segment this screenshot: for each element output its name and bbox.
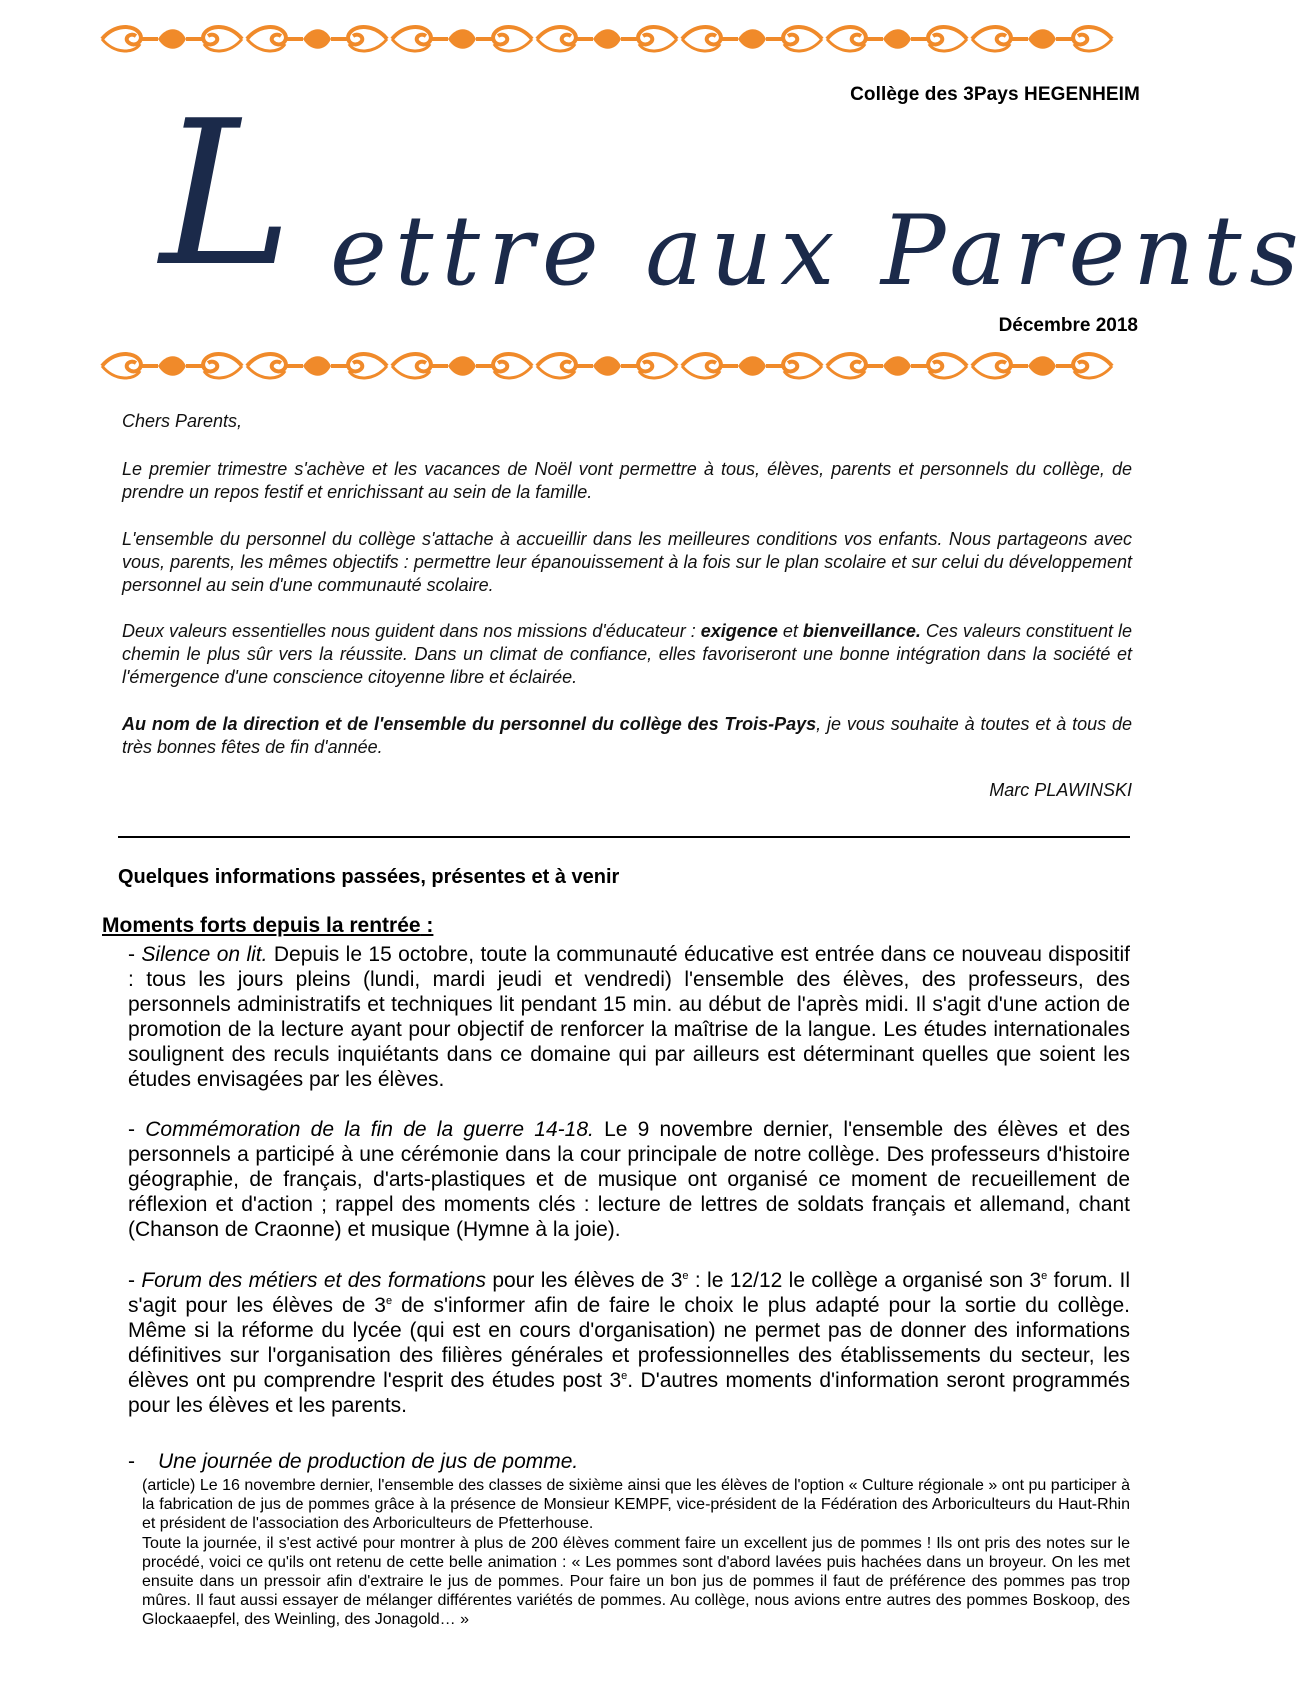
- issue-date: Décembre 2018: [998, 315, 1138, 336]
- news-title: Une journée de production de jus de pomme.: [158, 1450, 579, 1473]
- news-body: : le 12/12 le collège a organisé son 3: [688, 1269, 1042, 1292]
- letter-paragraph-2: [122, 528, 1132, 597]
- news-text: [128, 1117, 1130, 1242]
- bullet-dash: -: [128, 943, 142, 966]
- paragraph-text: L'ensemble du personnel du collège s'attache à accueillir dans les meilleures conditions vos enfants. Nous partageons avec vous, parents, les mêmes objectifs : permettre leur épanouissement à la fois sur le plan scolaire et sur celui du développement personnel au sein d'une communauté scolaire.: [122, 529, 1132, 595]
- news-item-jus-de-pomme: [128, 1450, 578, 1474]
- news-title: Forum des métiers et des formations: [141, 1269, 486, 1292]
- paragraph-text: [122, 620, 1132, 689]
- superscript: e: [385, 1295, 393, 1307]
- superscript: e: [621, 1370, 628, 1382]
- article-paragraph-2: Toute la journée, il s'est activé pour montrer à plus de 200 élèves comment faire un excellent jus de pommes ! Ils ont pris des notes sur le procédé, voici ce qu'ils ont retenu de cette belle animation : « Les pommes sont d'abord lavées puis hachées dans un broyeur. On les met ensuite dans un pressoir afin d'extraire le jus de pommes. Pour faire un bon jus de pommes il faut de préférence des pommes pas trop mûres. Il faut aussi essayer de mélanger différentes variétés de pommes. Au collège, nous avions entre autres des pommes Boskoop, des Glockaaepfel, des Weinling, des Jonagold… »: [142, 1534, 1130, 1629]
- bullet-dash: -: [128, 1450, 135, 1473]
- ornament-band-middle: [100, 345, 1160, 387]
- moments-heading-colon: :: [420, 914, 434, 937]
- moments-heading: [102, 914, 433, 938]
- news-text: [128, 942, 1130, 1092]
- news-title: Silence on lit.: [141, 943, 268, 966]
- news-title: Commémoration de la fin de la guerre 14-18.: [145, 1118, 594, 1141]
- news-body: de s'informer afin de faire le choix le plus adapté pour la sortie du collège. Même si la réforme du lycée (qui est en cours d'organisation) ne permet pas de donner des informations définitives sur l'organisation des filières générales et professionnelles des établissements du secteur, les élèves ont pu comprendre l'esprit des études post 3: [128, 1294, 1130, 1392]
- keyword-exigence: exigence: [700, 621, 778, 641]
- news-text: [128, 1268, 1130, 1418]
- text-run: Deux valeurs essentielles nous guident dans nos missions d'éducateur :: [122, 621, 701, 641]
- letter-paragraph-1: [122, 458, 1132, 504]
- divider: [118, 836, 1130, 838]
- paragraph-text: Le premier trimestre s'achève et les vacances de Noël vont permettre à tous, élèves, parents et personnels du collège, de prendre un repos festif et enrichissant au sein de la famille.: [122, 459, 1132, 502]
- paragraph-text: [122, 713, 1132, 759]
- news-item-commemoration: [128, 1117, 1130, 1242]
- middle-ornament: [100, 345, 1160, 387]
- superscript: e: [682, 1270, 689, 1282]
- bullet-dash: -: [128, 1269, 142, 1292]
- bold-run: Au nom de la direction et de l'ensemble du personnel du collège des Trois-Pays: [122, 714, 817, 734]
- school-name: Collège des 3Pays HEGENHEIM: [850, 84, 1140, 105]
- letter-paragraph-4: [122, 713, 1132, 759]
- text-run: et: [777, 621, 803, 641]
- superscript: e: [1041, 1270, 1048, 1282]
- signature: Marc PLAWINSKI: [989, 780, 1132, 800]
- news-body: forum. Il s'agit pour les élèves de 3: [128, 1269, 1130, 1317]
- greeting-text: Chers Parents,: [122, 411, 243, 431]
- letter-paragraph-3: [122, 620, 1132, 689]
- news-body: . D'autres moments d'information seront programmés pour les élèves et les parents.: [128, 1369, 1130, 1417]
- title-rest: ettre aux Parents: [330, 195, 1307, 307]
- keyword-bienveillance: bienveillance.: [802, 621, 921, 641]
- title-initial: L: [160, 78, 293, 311]
- greeting: [122, 410, 1132, 433]
- top-ornament: [100, 18, 1160, 60]
- news-body: pour les élèves de 3: [485, 1269, 683, 1292]
- news-item-forum: [128, 1268, 1130, 1418]
- article-paragraph-1: (article) Le 16 novembre dernier, l'ensemble des classes de sixième ainsi que les élèves de l'option « Culture régionale » ont pu participer à la fabrication de jus de pommes grâce à la présence de Monsieur KEMPF, vice-président de la Fédération des Arboriculteurs du Haut-Rhin et président de l'association des Arboriculteurs de Pfetterhouse.: [142, 1477, 1130, 1533]
- article-jus-de-pomme: [142, 1476, 1130, 1630]
- section-title: Quelques informations passées, présentes et à venir: [118, 866, 620, 888]
- text-run: , je vous souhaite à toutes et à tous de très bonnes fêtes de fin d'année.: [122, 714, 1132, 757]
- text-run: Ces valeurs constituent le chemin le plus sûr vers la réussite. Dans un climat de confiance, elles favoriseront une bonne intégration dans la société et l'émergence d'une conscience citoyenne libre et éclairée.: [122, 621, 1133, 687]
- news-body: Le 9 novembre dernier, l'ensemble des élèves et des personnels a participé à une cérémonie dans la cour principale de notre collège. Des professeurs d'histoire géographie, de français, d'arts-plastiques et de musique ont organisé ce moment de recueillement de réflexion et d'action ; rappel des moments clés : lecture de lettres de soldats français et allemand, chant (Chanson de Craonne) et musique (Hymne à la joie).: [128, 1118, 1130, 1241]
- news-item-silence: [128, 942, 1130, 1092]
- ornament-band-top: [100, 18, 1160, 60]
- moments-heading-text: Moments forts depuis la rentrée: [102, 914, 421, 937]
- news-body: Depuis le 15 octobre, toute la communauté éducative est entrée dans ce nouveau dispositif : tous les jours pleins (lundi, mardi jeudi et vendredi) l'ensemble des élèves, des professeurs, des personnels administratifs et techniques lit pendant 15 min. au début de l'après midi. Il s'agit d'une action de promotion de la lecture ayant pour objectif de renforcer la maîtrise de la langue. Les études internationales soulignent des reculs inquiétants dans ce domaine qui par ailleurs est déterminant quelles que soient les études envisagées par les élèves.: [128, 943, 1131, 1091]
- bullet-dash: -: [128, 1118, 146, 1141]
